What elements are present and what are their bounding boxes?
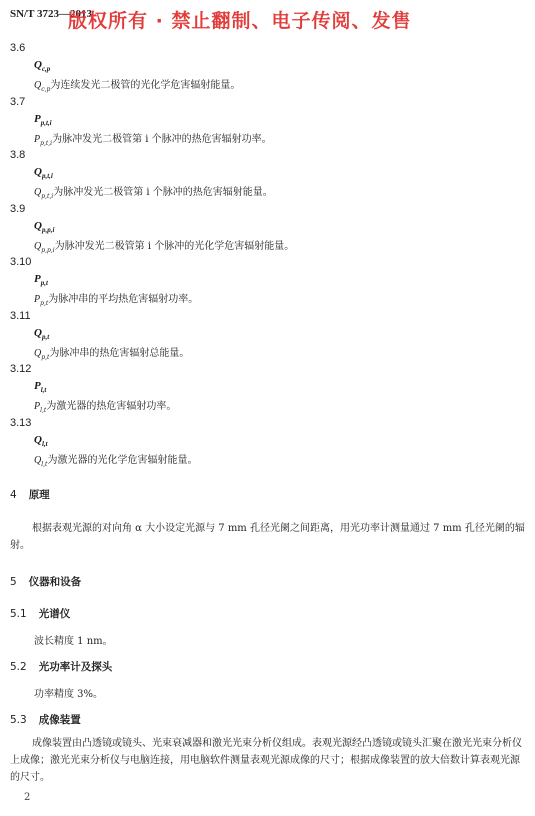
definition-text: $Q_{l,t}$为激光器的光化学危害辐射能量。 xyxy=(34,454,198,468)
definition-text: $Q_{p,t}$为脉冲串的热危害辐射总能量。 xyxy=(34,347,190,361)
page-number: 2 xyxy=(24,792,31,803)
definition-number: 3.7 xyxy=(10,95,26,108)
definition-text: $P_{p,t}$为脉冲串的平均热危害辐射功率。 xyxy=(34,294,199,307)
definition-number: 3.8 xyxy=(10,149,26,161)
definition-number: 3.6 xyxy=(10,42,26,54)
definition-number: 3.11 xyxy=(10,309,31,322)
section-5-3-heading: 5.3 成像装置 xyxy=(10,714,81,726)
section-5-2-text: 功率精度 3%。 xyxy=(34,689,104,700)
definition-symbol: $Q_{p,p,i}$ xyxy=(34,219,55,234)
definition-number: 3.9 xyxy=(10,202,26,215)
standard-code: SN/T 3723—2013 xyxy=(10,8,93,20)
definition-number: 3.12 xyxy=(10,363,32,375)
section-5-heading: 5 仪器和设备 xyxy=(10,576,82,588)
definition-text: $P_{p,t,i}$为脉冲发光二极管第 i 个脉冲的热危害辐射功率。 xyxy=(34,133,272,147)
definition-number: 3.10 xyxy=(10,256,32,268)
definition-text: $Q_{c,p}$为连续发光二极管的光化学危害辐射能量。 xyxy=(34,80,241,93)
definition-symbol: $Q_{p,t,i}$ xyxy=(34,166,53,181)
definition-symbol: $P_{p,t}$ xyxy=(34,273,48,288)
section-5-2-heading: 5.2 光功率计及探头 xyxy=(10,661,113,673)
definition-number: 3.13 xyxy=(10,416,32,429)
definition-text: $Q_{p,p,i}$为脉冲发光二极管第 i 个脉冲的光化学危害辐射能量。 xyxy=(34,240,295,254)
definition-text: $Q_{p,t,i}$为脉冲发光二极管第 i 个脉冲的热危害辐射能量。 xyxy=(34,187,273,200)
section-5-3-text: 成像装置由凸透镜或镜头、光束衰减器和激光光束分析仪组成。表观光源经凸透镜或镜头汇聚在激光光束分析仪上成像；激光光束分析仪与电脑连接，用电脑软件测量表观光源成像的尺寸；根据成像装置的放大倍数计算表观光源的尺寸。 xyxy=(10,738,522,783)
section-5-1-heading: 5.1 光谱仪 xyxy=(10,608,71,620)
section-4-text: 根据表观光源的对向角 α 大小设定光源与 7 mm 孔径光阑之间距离，用光功率计测量通过 7 mm 孔径光阑的辐射。 xyxy=(10,523,525,551)
watermark: 版权所有 · 禁止翻制、电子传阅、发售 xyxy=(68,10,412,32)
section-5-1-text: 波长精度 1 nm。 xyxy=(34,636,113,647)
definition-symbol: $Q_{l,t}$ xyxy=(34,433,48,448)
definition-symbol: $Q_{p,t}$ xyxy=(34,326,50,341)
definition-symbol: $P_{l,t}$ xyxy=(34,380,47,395)
definition-text: $P_{l,t}$为激光器的热危害辐射功率。 xyxy=(34,401,177,414)
section-4-heading: 4 原理 xyxy=(10,489,50,501)
definition-symbol: $P_{p,t,i}$ xyxy=(34,112,52,127)
definition-symbol: $Q_{c,p}$ xyxy=(34,59,51,74)
